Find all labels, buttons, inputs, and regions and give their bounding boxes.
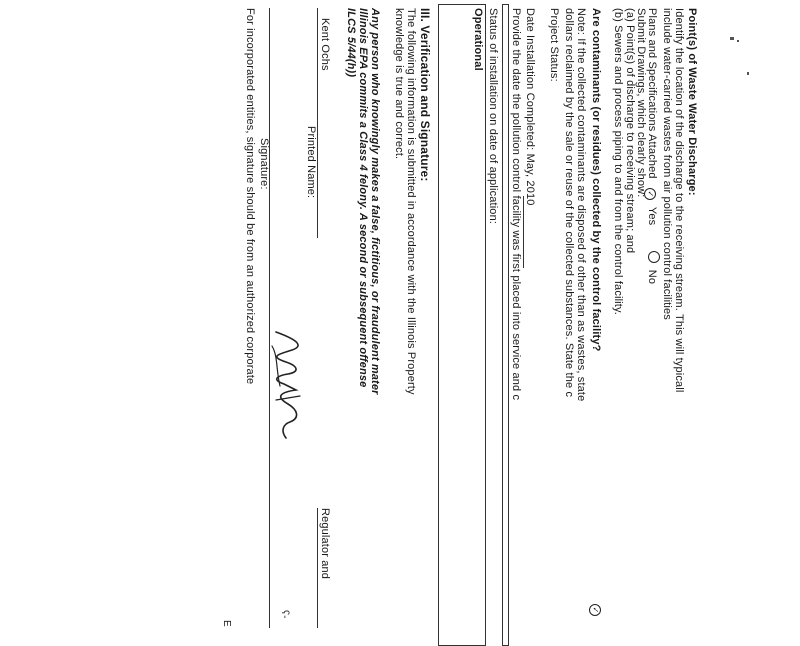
corner-fragment-upper: ʕ- [279,610,290,619]
discharge-identify-line: Identify the location of the discharge to the receiving stream. This will typicall [673,8,685,393]
corner-fragment-lower: E [221,620,232,627]
check-mark-icon: ✓ [591,606,600,614]
printed-name-value: Kent Ochs [319,18,331,71]
plans-yes-label: Yes [646,206,658,226]
date-underline [523,196,524,268]
note-line-1: Note: If the collected contaminants are disposed of other than as wastes, state [575,8,587,402]
service-date-box[interactable] [502,4,509,646]
scan-speck [730,37,734,40]
warning-line-1: Any person who knowingly makes a false, fictitious, or fraudulent mater [369,8,381,395]
installation-status-label: Status of installation on date of application: [487,8,499,225]
warning-line-2: Illinois EPA commits a Class 4 felony. A second or subsequent offense [357,8,369,388]
project-status-label: Project Status: [548,8,560,82]
printed-name-underline [317,8,318,238]
contaminants-question: Are contaminants (or residues) collected by the control facility? [590,8,602,352]
drawing-item-b: (b) Sewers and process piping to and from the control facility. [612,8,624,315]
verification-line-1: The following information is submitted in accordance with the Illinois Property [405,8,417,395]
plans-attached-label: Plans and Specifications Attached [646,8,658,179]
regulator-underline [317,508,318,628]
signature-underline [269,8,270,628]
date-completed-line: Date Installation Completed: May, 2010 [524,8,536,206]
incorporated-entities-line: For incorporated entities, signature should be from an authorized corporate [244,8,256,385]
check-mark-icon: ✓ [646,190,655,198]
signature-label: Signature: [258,138,270,190]
rotated-form-content [208,8,698,628]
scan-speck [737,40,739,42]
plans-no-radio[interactable] [648,251,660,263]
printed-name-label: Printed Name: [305,126,317,199]
plans-no-label: No [646,269,658,285]
contaminants-yes-radio[interactable] [589,604,601,616]
verification-line-2: knowledge is true and correct. [393,8,405,160]
verification-heading: III. Verification and Signature: [418,8,432,182]
drawing-item-a: (a) Point(s) of discharge to receiving stream; and [624,8,636,254]
note-line-2: dollars reclaimed by the sale or reuse of the collected substances. State the c [563,8,575,398]
provide-date-line: Provide the date the pollution control facility was first placed into service and c [510,8,522,401]
discharge-heading: Point(s) of Waste Water Discharge: [686,8,698,196]
regulator-label: Regulator and [319,508,331,580]
warning-line-3: ILCS 5/44(h)) [345,8,357,78]
discharge-include-line: include water-carried wastes from air pollution control facilities [661,8,673,320]
installation-status-box[interactable] [438,4,486,646]
submit-drawings-line: Submit Drawings, which clearly show: [635,8,647,198]
installation-status-value: Operational [472,8,484,71]
scan-speck [747,72,749,75]
